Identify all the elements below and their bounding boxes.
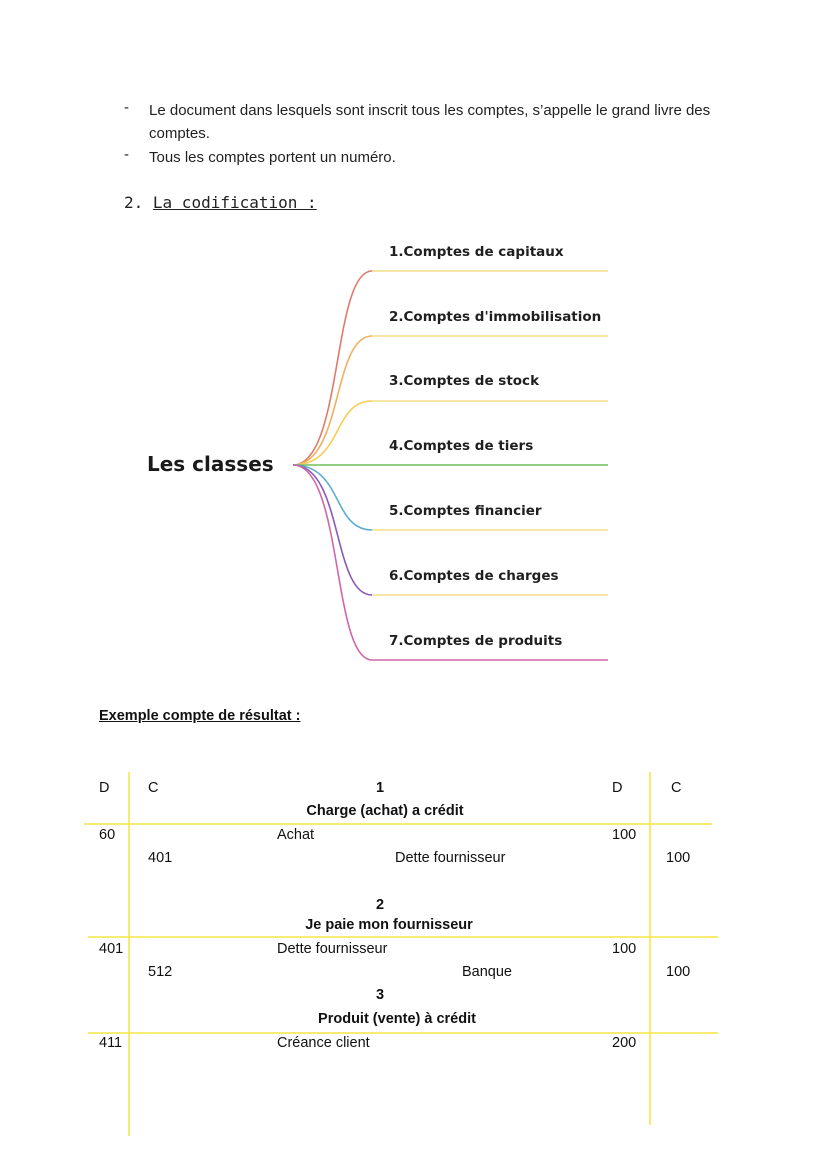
debit-amount: 100 — [612, 827, 637, 843]
header-right-debit: D — [612, 780, 623, 796]
class-label: 7.Comptes de produits — [389, 633, 563, 649]
entry-title: Produit (vente) à crédit — [318, 1011, 476, 1027]
bullet-dash: - — [124, 99, 129, 116]
debit-account: 411 — [99, 1035, 123, 1051]
credit-amount: 100 — [666, 850, 691, 866]
bullet-text: Le document dans lesquels sont inscrit tous les comptes, s’appelle le grand livre des comptes. — [149, 102, 711, 142]
section-title: La codification : — [152, 193, 317, 212]
credit-label: Banque — [462, 964, 512, 980]
class-label: 2.Comptes d'immobilisation — [389, 309, 602, 325]
class-label: 6.Comptes de charges — [389, 568, 559, 584]
entry-number: 1 — [375, 780, 385, 796]
debit-account: 60 — [99, 827, 116, 843]
debit-amount: 100 — [612, 941, 637, 957]
class-label: 5.Comptes financier — [389, 503, 542, 519]
header-left-debit: D — [99, 780, 110, 796]
entry-number: 2 — [375, 897, 385, 913]
debit-label: Dette fournisseur — [277, 941, 388, 957]
class-label: 4.Comptes de tiers — [389, 438, 534, 454]
debit-label: Créance client — [277, 1035, 370, 1051]
credit-label: Dette fournisseur — [395, 850, 506, 866]
entry-title: Charge (achat) a crédit — [306, 803, 464, 819]
credit-amount: 100 — [666, 964, 691, 980]
header-left-credit: C — [148, 780, 159, 796]
section-number: 2. — [124, 193, 144, 212]
debit-account: 401 — [99, 941, 124, 957]
bullet-dash: - — [124, 146, 129, 163]
class-label: 3.Comptes de stock — [389, 373, 540, 389]
mindmap-root-label: Les classes — [147, 452, 274, 476]
debit-label: Achat — [277, 827, 315, 843]
header-right-credit: C — [671, 780, 682, 796]
class-label: 1.Comptes de capitaux — [389, 244, 564, 260]
debit-amount: 200 — [612, 1035, 637, 1051]
entry-title: Je paie mon fournisseur — [305, 917, 473, 933]
credit-account: 401 — [148, 850, 173, 866]
entry-number: 3 — [375, 987, 385, 1003]
example-title: Exemple compte de résultat : — [99, 708, 301, 724]
bullet-text: Tous les comptes portent un numéro. — [149, 149, 396, 166]
credit-account: 512 — [148, 964, 173, 980]
